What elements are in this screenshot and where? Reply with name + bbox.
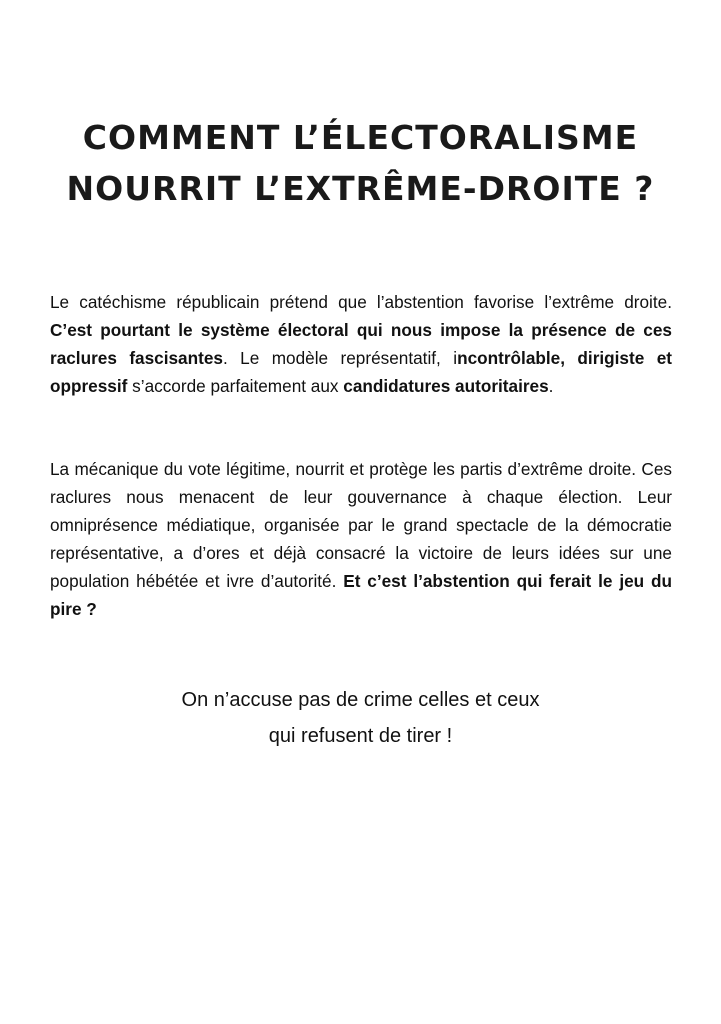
closing-statement [40, 682, 681, 754]
paragraph-1-text: Le catéchisme républicain prétend que l’abstention favorise l’extrême droite. [50, 292, 672, 312]
paragraph-1-bold: candidatures autoritaires [343, 376, 549, 396]
paragraph-1 [50, 288, 672, 400]
paragraph-1-text: . Le modèle représentatif, i [222, 348, 458, 368]
closing-line-1: On n’accuse pas de crime celles et ceux [181, 689, 540, 711]
paragraph-1-text: s’accorde parfaitement aux [127, 376, 344, 396]
page-title [40, 112, 681, 214]
title-line-1: COMMENT L’ÉLECTORALISME [82, 118, 639, 157]
paragraph-1-bold: C’est pourtant le système électoral qui nous impose la présence de ces raclures fascisantes [50, 320, 672, 368]
paragraph-1-bold: ncontrôlable, dirigiste et oppressif [50, 348, 672, 396]
paragraph-2-text: La mécanique du vote légitime, nourrit et protège les partis d’extrême droite. Ces raclures nous menacent de leur gouvernance à chaque élection. Leur omniprésence médiatique, organisée par le grand spectacle de la démocratie représentative, a d’ores et déjà consacré la victoire de leurs idées sur une population hébétée et ivre d’autorité. [50, 459, 672, 591]
paragraph-1-text: . [548, 376, 554, 396]
paragraph-2-bold: Et c’est l’abstention qui ferait le jeu du pire ? [50, 571, 673, 619]
paragraph-2 [50, 455, 672, 623]
title-line-2: NOURRIT L’EXTRÊME-DROITE ? [66, 169, 655, 208]
closing-line-2: qui refusent de tirer ! [268, 725, 453, 747]
